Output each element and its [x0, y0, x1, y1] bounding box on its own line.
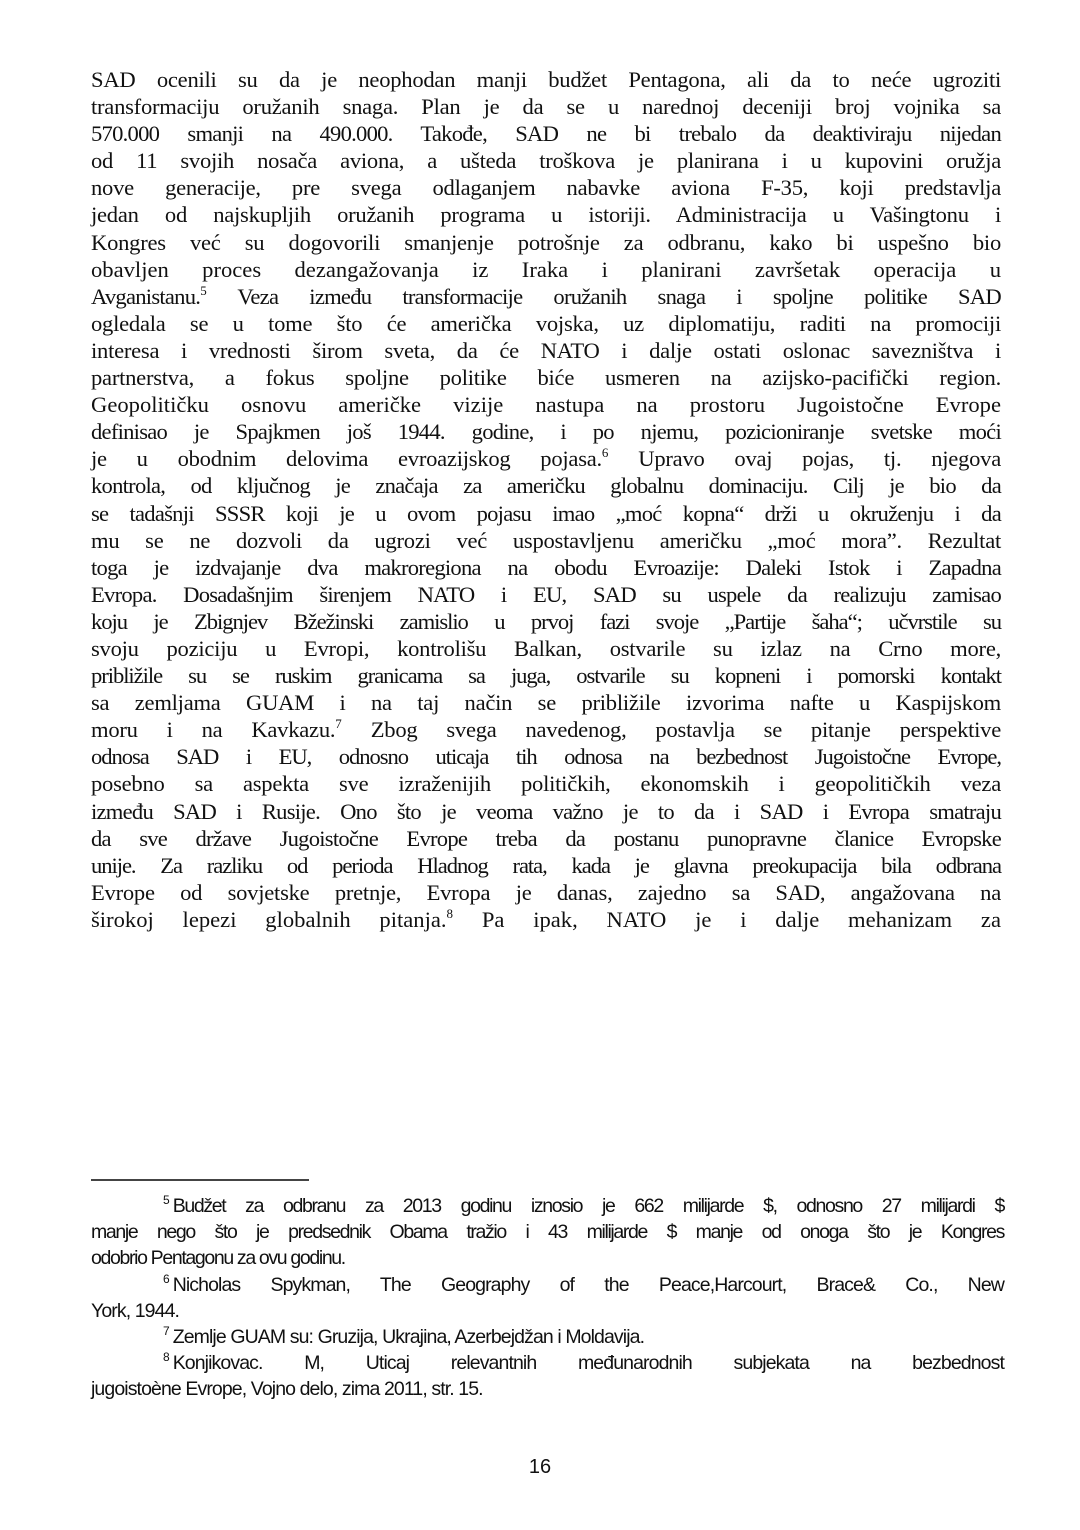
footnote-reference-7[interactable]: 7	[335, 716, 342, 732]
body-line: odnosa SAD i EU, odnosno uticaja tih odnosa na bezbednost Jugoistočne Evrope,	[91, 744, 1001, 770]
footnotes-section	[91, 1193, 1004, 1403]
footnote-reference-5[interactable]: 5	[200, 282, 207, 298]
footnote-6	[91, 1272, 1004, 1324]
body-line: SAD ocenili su da je neophodan manji budžet Pentagona, ali da to neće ugroziti	[91, 67, 1001, 92]
footnote-5	[91, 1193, 1004, 1272]
footnote-marker: 8	[163, 1350, 170, 1365]
body-line: kontrola, od ključnog je značaja za američku globalnu dominaciju. Cilj je bio da	[91, 473, 1001, 499]
body-line: interesa i vrednosti širom sveta, da će NATO i dalje ostati oslonac savezništva i	[91, 337, 1001, 363]
body-text-segment: moru i na Kavkazu.	[91, 717, 336, 743]
body-line-with-footnote	[91, 716, 1001, 743]
body-text-segment: Zbog svega navedenog, postavlja se pitanje perspektive	[341, 717, 1001, 743]
body-line: toga je izdvajanje dva makroregiona na obodu Evroazije: Daleki Istok i Zapadna	[91, 554, 1001, 580]
body-line: svoju poziciju u Evropi, kontrolišu Balkan, ostvarile su izlaz na Crno more,	[91, 635, 1001, 661]
footnote-line	[91, 1350, 1004, 1376]
footnote-line: manje nego što je predsednik Obama tražio i 43 milijarde $ manje od onoga što je Kongres	[91, 1221, 1004, 1244]
footnote-8	[91, 1350, 1004, 1402]
body-line-with-footnote	[91, 906, 1001, 933]
footnote-7	[91, 1324, 1004, 1350]
body-line: približile su se ruskim granicama sa juga, ostvarile su kopneni i pomorski kontakt	[91, 663, 1001, 689]
footnote-line: odobrio Pentagonu za ovu godinu.	[91, 1247, 345, 1270]
footnote-separator	[91, 1179, 309, 1181]
body-line-with-footnote	[91, 445, 1001, 472]
body-line: Kongres već su dogovorili smanjenje potrošnje za odbranu, kako bi uspešno bio	[91, 229, 1001, 255]
footnote-text: Nicholas Spykman, The Geography of the Peace,Harcourt, Brace& Co., New	[172, 1273, 1004, 1296]
footnote-reference-6[interactable]: 6	[601, 445, 609, 461]
body-text-segment: Pa ipak, NATO je i dalje mehanizam za	[453, 906, 1001, 932]
body-line: posebno sa aspekta sve izraženijih političkih, ekonomskih i geopolitičkih veza	[91, 771, 1001, 797]
footnote-line	[91, 1324, 1004, 1350]
body-text-segment: Upravo ovaj pojas, tj. njegova	[608, 446, 1001, 472]
body-line: transformaciju oružanih snaga. Plan je da se u narednoj deceniji broj vojnika sa	[91, 94, 1001, 120]
body-line: koju je Zbignjev Bžežinski zamislio u prvoj fazi svoje „Partije šaha“; učvrstile su	[91, 608, 1001, 634]
body-line: sa zemljama GUAM i na taj način se približile izvorima nafte u Kaspijskom	[91, 690, 1001, 716]
page-number: 16	[528, 1456, 552, 1478]
body-line: od 11 svojih nosača aviona, a ušteda troškova je planirana i u kupovini oružja	[91, 148, 1001, 174]
footnote-reference-8[interactable]: 8	[446, 905, 454, 921]
body-line: mu se ne dozvoli da ugrozi već uspostavljenu američku „moć mora”. Rezultat	[91, 527, 1001, 553]
body-line: Evrope od sovjetske pretnje, Evropa je danas, zajedno sa SAD, angažovana na	[91, 879, 1001, 905]
footnote-text: Budžet za odbranu za 2013 godinu iznosio je 662 milijarde $, odnosno 27 milijardi $	[172, 1195, 1004, 1217]
body-text-segment: Veza između transformacije oružanih snaga i spoljne politike SAD	[206, 283, 1001, 309]
footnote-marker: 6	[163, 1271, 170, 1286]
footnote-line	[91, 1193, 1004, 1219]
footnote-text: Zemlje GUAM su: Gruzija, Ukrajina, Azerbejdžan i Moldavija.	[172, 1325, 645, 1348]
body-line-with-footnote	[91, 283, 1001, 310]
body-line: ogledala se u tome što će američka vojska, uz diplomatiju, raditi na promociji	[91, 310, 1001, 336]
body-line: nove generacije, pre svega odlaganjem nabavke aviona F-35, koji predstavlja	[91, 175, 1001, 201]
footnote-line: York, 1944.	[91, 1299, 180, 1322]
body-line: se tadašnji SSSR koji je u ovom pojasu imao „moć kopna“ drži u okruženju i da	[91, 500, 1001, 526]
body-line: između SAD i Rusije. Ono što je veoma važno je to da i SAD i Evropa smatraju	[91, 798, 1001, 824]
footnote-marker: 5	[163, 1193, 170, 1207]
body-line: unije. Za razliku od perioda Hladnog rata, kada je glavna preokupacija bila odbrana	[91, 852, 1001, 878]
body-text-segment: širokoj lepezi globalnih pitanja.	[91, 906, 447, 932]
body-line: partnerstva, a fokus spoljne politike biće usmeren na azijsko-pacifički region.	[91, 365, 1001, 391]
body-line: jedan od najskupljih oružanih programa u istoriji. Administracija u Vašingtonu i	[91, 202, 1001, 228]
body-line: obavljen proces dezangažovanja iz Iraka i planirani završetak operacija u	[91, 256, 1001, 282]
body-line: 570.000 smanji na 490.000. Takođe, SAD ne bi trebalo da deaktiviraju nijedan	[91, 121, 1001, 147]
body-text-segment: je u obodnim delovima evroazijskog pojasa.	[91, 446, 602, 472]
body-text-segment: Avganistanu.	[91, 283, 201, 309]
body-line: definisao je Spajkmen još 1944. godine, i po njemu, pozicioniranje svetske moći	[91, 419, 1001, 445]
footnote-line: jugoistoène Evrope, Vojno delo, zima 2011, str. 15.	[91, 1378, 483, 1401]
footnote-line	[91, 1272, 1004, 1298]
body-line: Evropa. Dosadašnjim širenjem NATO i EU, SAD su uspele da realizuju zamisao	[91, 581, 1001, 607]
footnote-marker: 7	[163, 1323, 170, 1338]
footnote-text: Konjikovac. M, Uticaj relevantnih međunarodnih subjekata na bezbednost	[172, 1352, 1004, 1375]
body-line: da sve države Jugoistočne Evrope treba da postanu punopravne članice Evropske	[91, 825, 1001, 851]
body-paragraph	[91, 66, 1001, 933]
body-line: Geopolitičku osnovu američke vizije nastupa na prostoru Jugoistočne Evrope	[91, 392, 1001, 418]
